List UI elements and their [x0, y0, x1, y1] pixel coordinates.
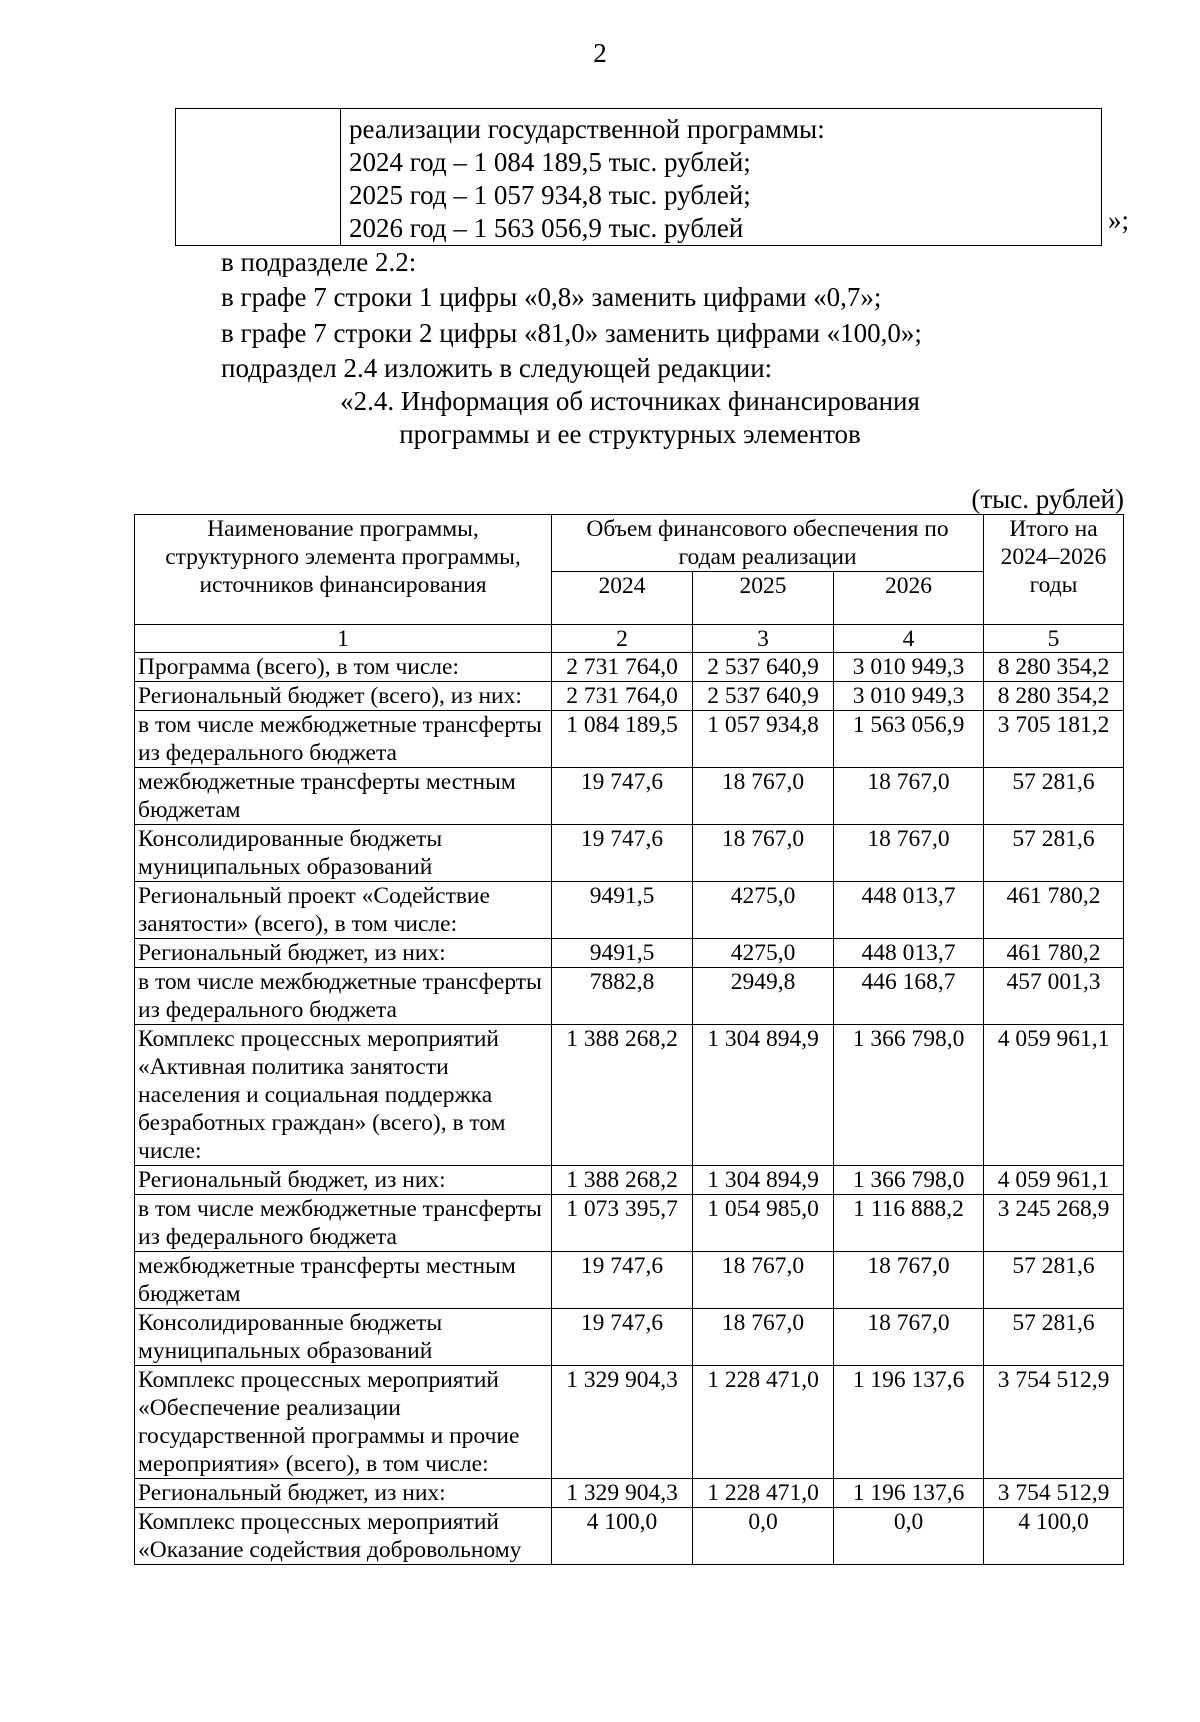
value-total: 57 281,6 [984, 1309, 1124, 1366]
column-number: 5 [984, 625, 1124, 653]
value-2026: 446 168,7 [834, 968, 984, 1025]
table-row [135, 682, 1124, 711]
value-total: 8 280 354,2 [984, 653, 1124, 682]
value-2025: 1 304 894,9 [693, 1166, 834, 1195]
value-2025: 4275,0 [693, 882, 834, 939]
value-2024: 9491,5 [552, 939, 693, 968]
page-number: 2 [593, 38, 607, 68]
value-2026: 1 563 056,9 [834, 711, 984, 768]
table-row [135, 653, 1124, 682]
section-title-line2: программы и ее структурных элементов [399, 419, 861, 449]
column-number-row [135, 625, 1124, 653]
value-total: 3 754 512,9 [984, 1479, 1124, 1508]
value-2025: 1 228 471,0 [693, 1479, 834, 1508]
value-2026: 0,0 [834, 1508, 984, 1565]
units-label: (тыс. рублей) [971, 484, 1124, 514]
program-funding-cell [341, 109, 1102, 246]
value-2025: 2 537 640,9 [693, 653, 834, 682]
value-total: 3 754 512,9 [984, 1366, 1124, 1479]
value-total: 4 059 961,1 [984, 1025, 1124, 1166]
value-2024: 2 731 764,0 [552, 682, 693, 711]
row-name: Региональный бюджет, из них: [135, 1166, 552, 1195]
instruction-line: в подразделе 2.2: [221, 247, 417, 277]
value-2026: 18 767,0 [834, 1252, 984, 1309]
funding-line: 2024 год – 1 084 189,5 тыс. рублей; [349, 147, 751, 177]
value-2024: 19 747,6 [552, 825, 693, 882]
value-2026: 3 010 949,3 [834, 653, 984, 682]
value-2024: 1 388 268,2 [552, 1025, 693, 1166]
instruction-line: в графе 7 строки 1 цифры «0,8» заменить цифрами «0,7»; [221, 282, 882, 312]
value-total: 57 281,6 [984, 825, 1124, 882]
value-total: 461 780,2 [984, 939, 1124, 968]
row-name: Региональный бюджет, из них: [135, 939, 552, 968]
closing-quote: »; [1108, 205, 1130, 235]
value-2026: 1 196 137,6 [834, 1479, 984, 1508]
value-2024: 1 073 395,7 [552, 1195, 693, 1252]
column-number: 3 [693, 625, 834, 653]
column-number: 4 [834, 625, 984, 653]
value-2025: 18 767,0 [693, 1309, 834, 1366]
value-total: 8 280 354,2 [984, 682, 1124, 711]
row-name: Комплекс процессных мероприятий «Активная политика занятости населения и социальная поддержка безработных граждан» (всего), в том числе: [135, 1025, 552, 1166]
header-volume: Объем финансового обеспечения по годам реализации [552, 515, 984, 572]
value-total: 3 705 181,2 [984, 711, 1124, 768]
value-total: 3 245 268,9 [984, 1195, 1124, 1252]
value-total: 4 059 961,1 [984, 1166, 1124, 1195]
row-name: Региональный бюджет, из них: [135, 1479, 552, 1508]
value-2024: 19 747,6 [552, 768, 693, 825]
table-row [135, 1508, 1124, 1565]
table-row [135, 1479, 1124, 1508]
header-name: Наименование программы, структурного элемента программы, источников финансирования [135, 515, 552, 625]
value-2025: 1 057 934,8 [693, 711, 834, 768]
value-2025: 2949,8 [693, 968, 834, 1025]
value-total: 457 001,3 [984, 968, 1124, 1025]
table-row [135, 1309, 1124, 1366]
row-name: Комплекс процессных мероприятий «Оказание содействия добровольному [135, 1508, 552, 1565]
table-row [135, 768, 1124, 825]
value-2026: 1 196 137,6 [834, 1366, 984, 1479]
row-name: Консолидированные бюджеты муниципальных образований [135, 825, 552, 882]
value-2026: 448 013,7 [834, 882, 984, 939]
table-row [135, 825, 1124, 882]
value-2024: 7882,8 [552, 968, 693, 1025]
header-year: 2025 [693, 572, 834, 625]
instruction-line: подраздел 2.4 изложить в следующей редакции: [221, 353, 773, 383]
value-2025: 18 767,0 [693, 825, 834, 882]
header-year: 2026 [834, 572, 984, 625]
empty-cell [176, 109, 341, 246]
row-name: межбюджетные трансферты местным бюджетам [135, 1252, 552, 1309]
value-2026: 18 767,0 [834, 768, 984, 825]
program-summary-table [175, 108, 1102, 246]
value-2025: 1 304 894,9 [693, 1025, 834, 1166]
value-2025: 4275,0 [693, 939, 834, 968]
header-year: 2024 [552, 572, 693, 625]
value-2026: 1 116 888,2 [834, 1195, 984, 1252]
value-2025: 1 054 985,0 [693, 1195, 834, 1252]
row-name: в том числе межбюджетные трансферты из федерального бюджета [135, 711, 552, 768]
value-2025: 18 767,0 [693, 768, 834, 825]
value-2024: 4 100,0 [552, 1508, 693, 1565]
value-2025: 18 767,0 [693, 1252, 834, 1309]
row-name: Консолидированные бюджеты муниципальных образований [135, 1309, 552, 1366]
value-total: 4 100,0 [984, 1508, 1124, 1565]
value-total: 57 281,6 [984, 1252, 1124, 1309]
table-row [135, 1195, 1124, 1252]
funding-line: реализации государственной программы: [349, 114, 825, 144]
row-name: Региональный бюджет (всего), из них: [135, 682, 552, 711]
table-row [135, 1252, 1124, 1309]
value-total: 461 780,2 [984, 882, 1124, 939]
value-2024: 1 084 189,5 [552, 711, 693, 768]
value-2025: 1 228 471,0 [693, 1366, 834, 1479]
row-name: Комплекс процессных мероприятий «Обеспечение реализации государственной программы и прочие мероприятия» (всего), в том числе: [135, 1366, 552, 1479]
row-name: межбюджетные трансферты местным бюджетам [135, 768, 552, 825]
row-name: в том числе межбюджетные трансферты из федерального бюджета [135, 968, 552, 1025]
column-number: 1 [135, 625, 552, 653]
table-row [135, 1166, 1124, 1195]
funding-line: 2025 год – 1 057 934,8 тыс. рублей; [349, 180, 751, 210]
section-title-line1: «2.4. Информация об источниках финансирования [340, 386, 920, 416]
value-2024: 19 747,6 [552, 1309, 693, 1366]
row-name: Региональный проект «Содействие занятости» (всего), в том числе: [135, 882, 552, 939]
table-row [135, 1025, 1124, 1166]
value-2026: 3 010 949,3 [834, 682, 984, 711]
financing-table [134, 514, 1124, 1565]
table-row [135, 882, 1124, 939]
column-number: 2 [552, 625, 693, 653]
value-2025: 2 537 640,9 [693, 682, 834, 711]
value-2024: 1 388 268,2 [552, 1166, 693, 1195]
value-2026: 1 366 798,0 [834, 1025, 984, 1166]
row-name: Программа (всего), в том числе: [135, 653, 552, 682]
row-name: в том числе межбюджетные трансферты из федерального бюджета [135, 1195, 552, 1252]
value-2024: 1 329 904,3 [552, 1479, 693, 1508]
value-2025: 0,0 [693, 1508, 834, 1565]
table-row [135, 939, 1124, 968]
value-2024: 2 731 764,0 [552, 653, 693, 682]
value-2026: 1 366 798,0 [834, 1166, 984, 1195]
table-row [135, 711, 1124, 768]
value-total: 57 281,6 [984, 768, 1124, 825]
value-2024: 19 747,6 [552, 1252, 693, 1309]
instruction-line: в графе 7 строки 2 цифры «81,0» заменить цифрами «100,0»; [221, 318, 922, 348]
value-2024: 9491,5 [552, 882, 693, 939]
table-row [135, 1366, 1124, 1479]
table-row [135, 968, 1124, 1025]
value-2024: 1 329 904,3 [552, 1366, 693, 1479]
value-2026: 18 767,0 [834, 1309, 984, 1366]
header-total: Итого на 2024–2026 годы [984, 515, 1124, 625]
value-2026: 18 767,0 [834, 825, 984, 882]
value-2026: 448 013,7 [834, 939, 984, 968]
funding-line: 2026 год – 1 563 056,9 тыс. рублей [349, 213, 744, 243]
